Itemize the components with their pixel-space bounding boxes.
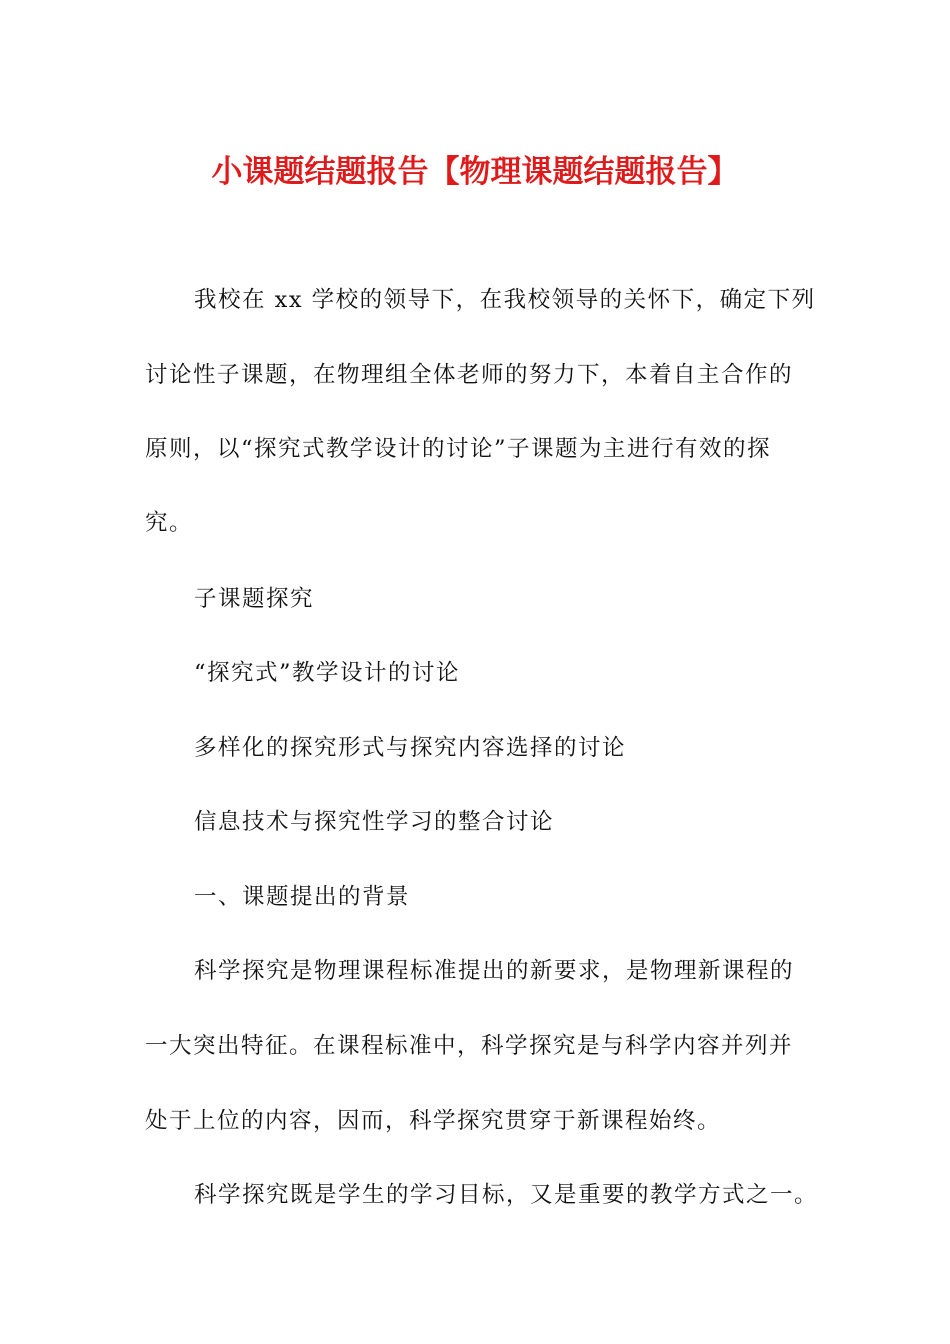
paragraph-line: 处于上位的内容，因而，科学探究贯穿于新课程始终。 xyxy=(145,1108,722,1134)
subtopic-line: 多样化的探究形式与探究内容选择的讨论 xyxy=(194,735,627,761)
paragraph-line: 我校在 xx 学校的领导下，在我校领导的关怀下，确定下列 xyxy=(194,287,816,313)
paragraph-line: 一大突出特征。在课程标准中，科学探究是与科学内容并列并 xyxy=(145,1033,794,1059)
document-title: 小课题结题报告【物理课题结题报告】 xyxy=(211,154,739,190)
paragraph-line: 科学探究是物理课程标准提出的新要求，是物理新课程的 xyxy=(194,958,795,984)
subtopic-line: 信息技术与探究性学习的整合讨论 xyxy=(194,809,555,835)
paragraph-line: 讨论性子课题，在物理组全体老师的努力下，本着自主合作的 xyxy=(145,362,794,388)
paragraph-line: 原则，以“探究式教学设计的讨论”子课题为主进行有效的探 xyxy=(145,436,772,462)
paragraph-line: 究。 xyxy=(145,510,194,536)
subtopic-line: “探究式”教学设计的讨论 xyxy=(194,660,461,686)
section-heading: 一、课题提出的背景 xyxy=(194,884,411,910)
paragraph-line: 科学探究既是学生的学习目标，又是重要的教学方式之一。 xyxy=(194,1182,819,1208)
section-heading: 子课题探究 xyxy=(194,586,315,612)
